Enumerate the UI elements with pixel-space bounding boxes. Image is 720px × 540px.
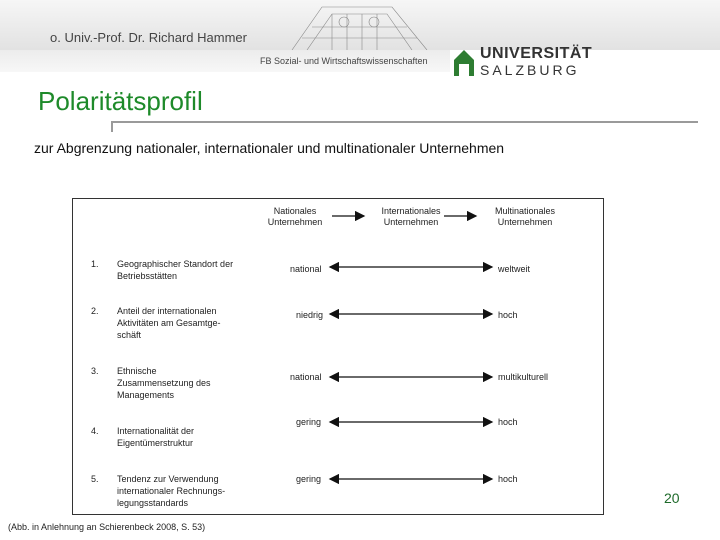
page-number: 20 bbox=[664, 490, 680, 506]
author-name: o. Univ.-Prof. Dr. Richard Hammer bbox=[50, 30, 247, 45]
row-left-pole: national bbox=[290, 264, 322, 274]
row-number: 4. bbox=[91, 426, 99, 436]
row-number: 1. bbox=[91, 259, 99, 269]
logo-text-salzburg: SALZBURG bbox=[480, 62, 580, 78]
faculty-label: FB Sozial- und Wirtschaftswissenschaften bbox=[260, 56, 428, 66]
row-number: 2. bbox=[91, 306, 99, 316]
row-label: Anteil der internationalen Aktivitäten am Gesamtge-schäft bbox=[117, 306, 221, 340]
logo-text-universitaet: UNIVERSITÄT bbox=[480, 45, 593, 62]
row-label: Tendenz zur Verwendung internationaler Rechnungs-legungsstandards bbox=[117, 474, 226, 508]
column-head-multinational: Multinationales Unternehmen bbox=[494, 206, 556, 227]
row-right-pole: hoch bbox=[498, 417, 518, 427]
slide-subtitle: zur Abgrenzung nationaler, internationaler und multinationaler Unternehmen bbox=[34, 140, 505, 156]
row-right-pole: hoch bbox=[498, 310, 518, 320]
row-left-pole: niedrig bbox=[296, 310, 324, 320]
row-right-pole: weltweit bbox=[498, 264, 531, 274]
row-right-pole: multikulturell bbox=[498, 372, 549, 382]
row-left-pole: gering bbox=[296, 474, 322, 484]
row-label: Internationalität der Eigentümerstruktur bbox=[117, 426, 195, 448]
row-label: Ethnische Zusammensetzung des Managements bbox=[117, 366, 211, 400]
row-left-pole: national bbox=[290, 372, 322, 382]
row-number: 3. bbox=[91, 366, 99, 376]
row-number: 5. bbox=[91, 474, 99, 484]
column-head-national: Nationales Unternehmen bbox=[267, 206, 323, 227]
source-note: (Abb. in Anlehnung an Schierenbeck 2008, S. 53) bbox=[8, 522, 206, 532]
row-left-pole: gering bbox=[296, 417, 322, 427]
row-label: Geographischer Standort der Betriebsstätten bbox=[117, 259, 234, 281]
row-right-pole: hoch bbox=[498, 474, 518, 484]
page-title: Polaritätsprofil bbox=[38, 86, 203, 116]
column-head-international: Internationales Unternehmen bbox=[381, 206, 441, 227]
